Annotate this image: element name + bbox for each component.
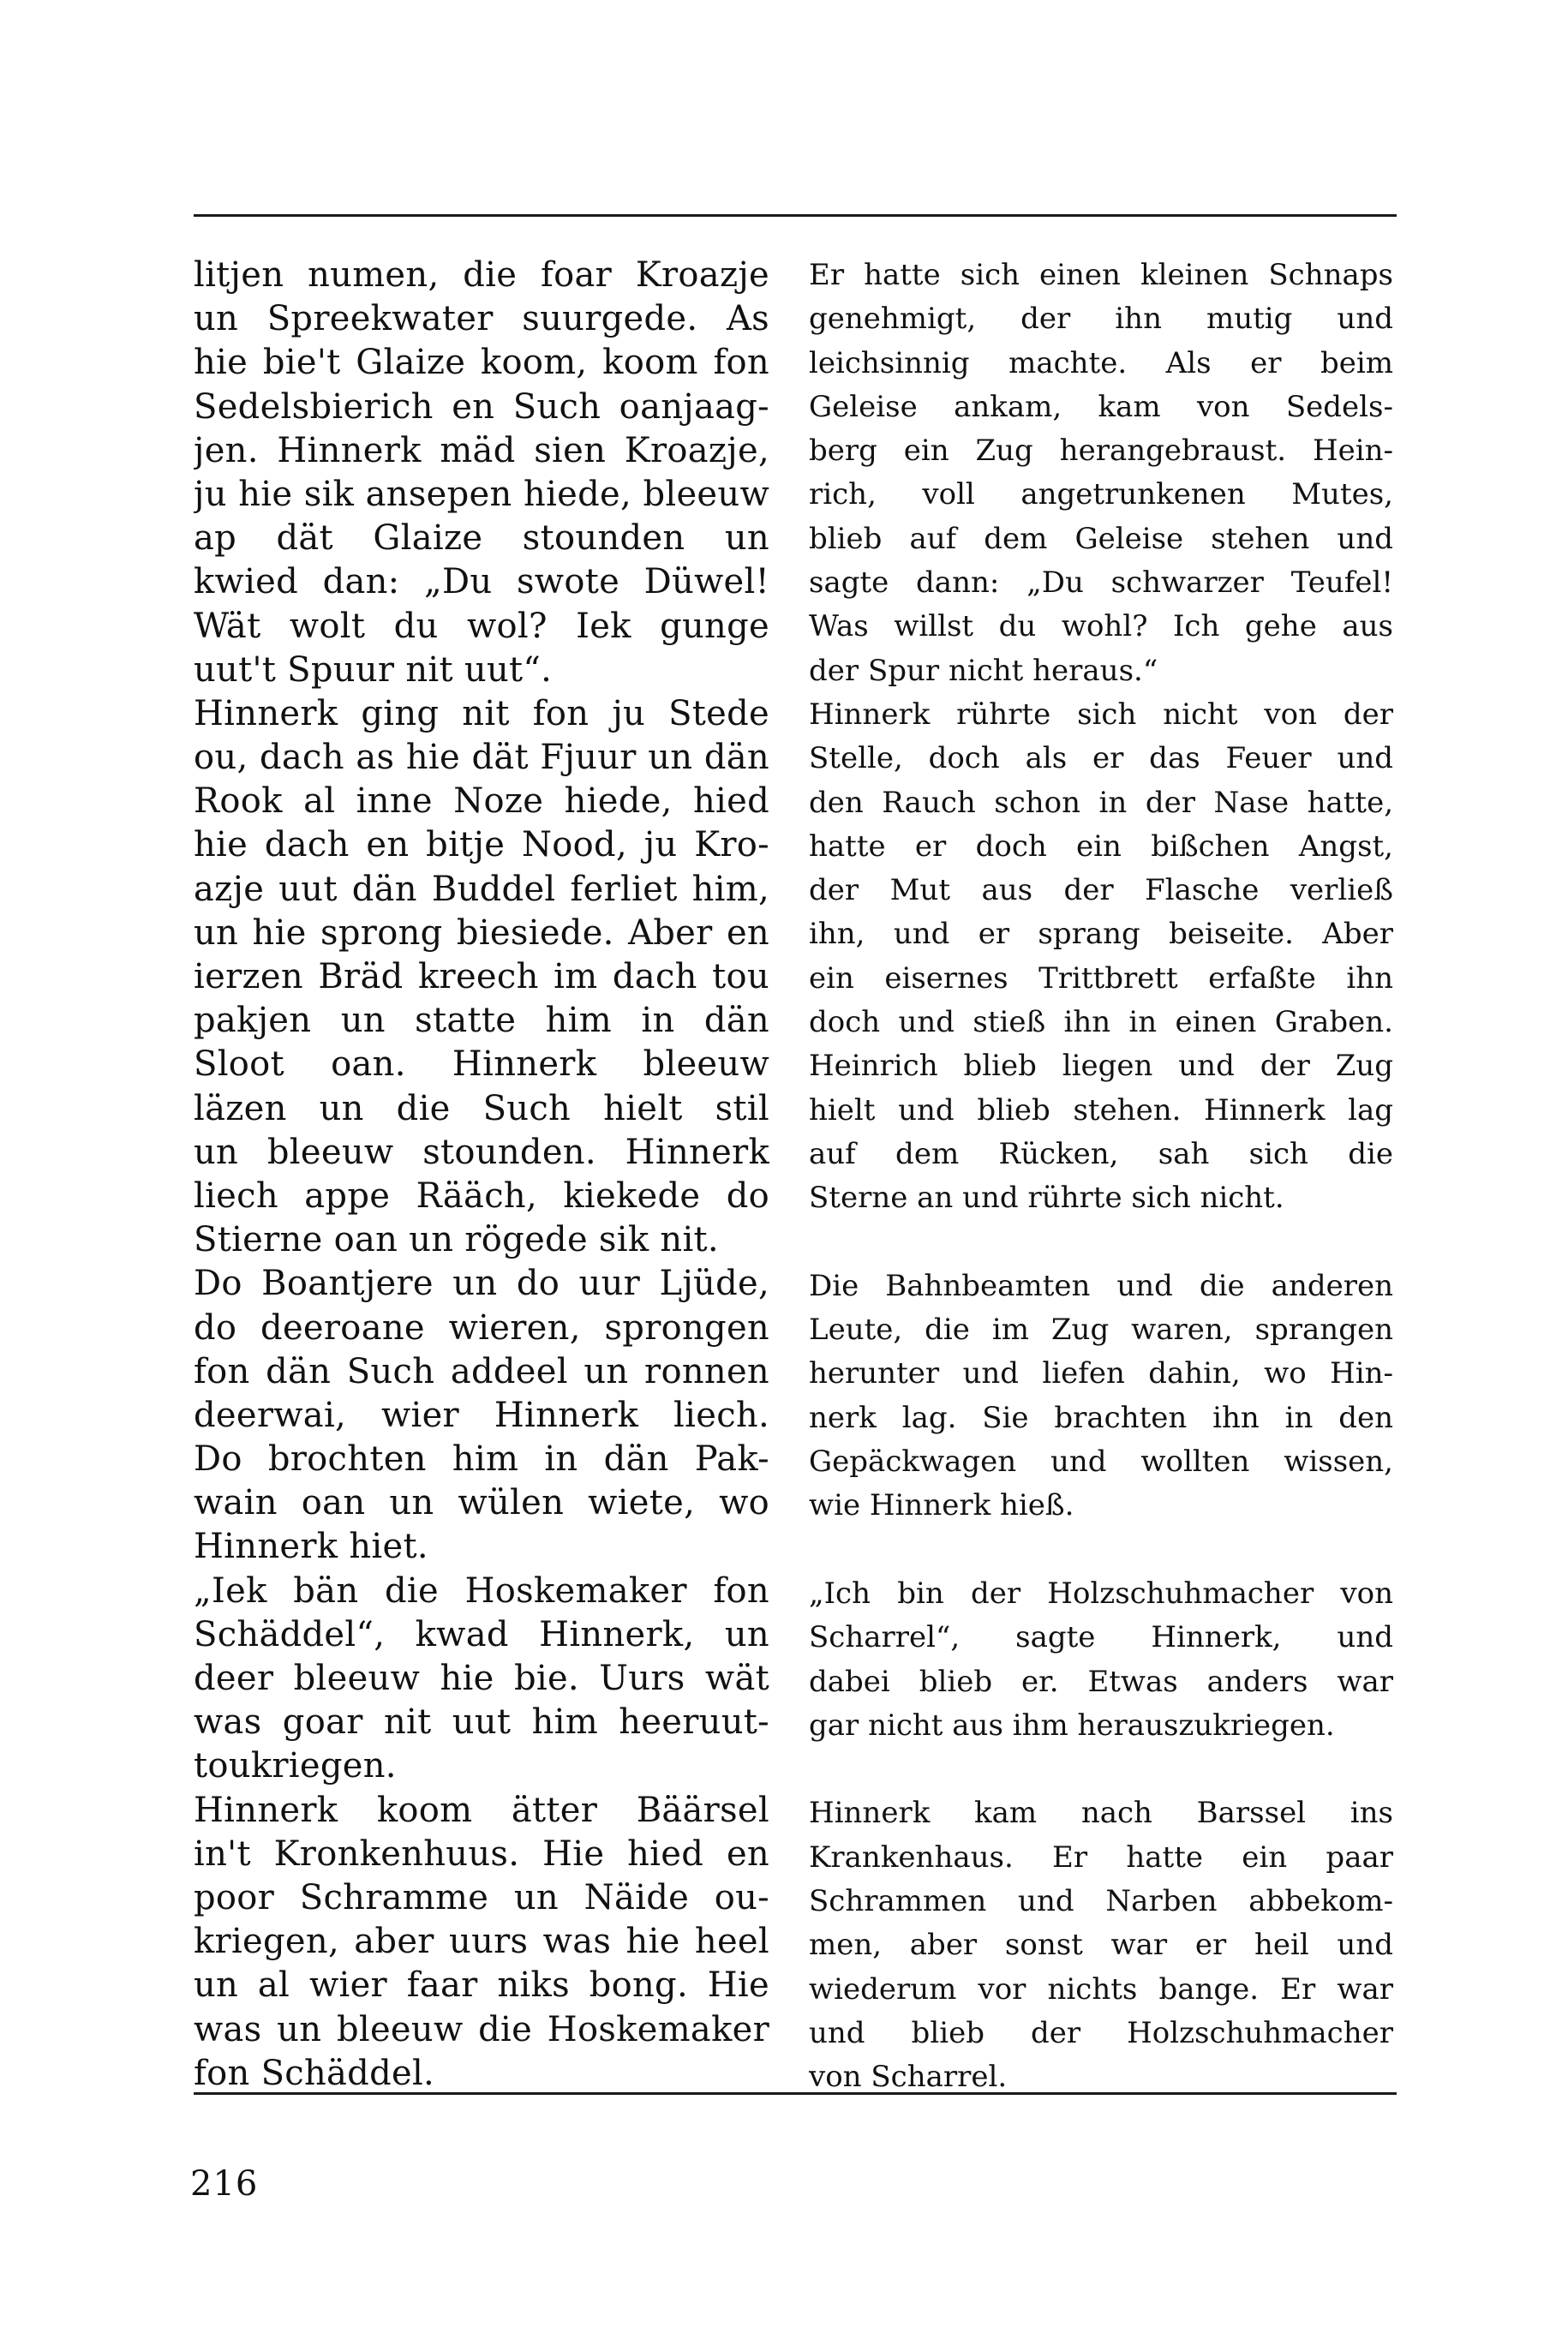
- text-line: toukriegen.: [194, 1746, 397, 1786]
- text-line: und blieb der Holzschuhmacher: [809, 2015, 1393, 2050]
- text-line: berg ein Zug herangebraust. Hein-: [809, 434, 1393, 469]
- text-line: ein eisernes Trittbrett erfaßte ihn: [809, 960, 1393, 996]
- text-line: kwied dan: „Du swote Düwel!: [194, 562, 769, 602]
- top-rule: [194, 214, 1397, 217]
- text-line: dabei blieb er. Etwas anders war: [809, 1664, 1393, 1699]
- text-line: Sedelsbierich en Such oanjaag-: [194, 386, 769, 427]
- text-line: un Spreekwater suurgede. As: [194, 299, 769, 339]
- paragraph-gap: [809, 1221, 1393, 1265]
- german-translation-column: [809, 254, 1393, 2099]
- text-line: Hinnerk koom ätter Bäärsel: [194, 1790, 769, 1830]
- text-line: Geleise ankam, kam von Sedels-: [809, 389, 1393, 424]
- text-line: auf dem Rücken, sah sich die: [809, 1136, 1393, 1171]
- text-line: Hinnerk rührte sich nicht von der: [809, 697, 1393, 732]
- text-line: Stierne oan un rögede sik nit.: [194, 1220, 719, 1260]
- text-line: Er hatte sich einen kleinen Schnaps: [809, 258, 1393, 292]
- text-line: Sloot oan. Hinnerk bleeuw: [194, 1044, 769, 1085]
- text-line: jen. Hinnerk mäd sien Kroazje,: [194, 430, 769, 470]
- text-line: was un bleeuw die Hoskemaker: [194, 2009, 769, 2049]
- text-line: Stelle, doch als er das Feuer und: [809, 741, 1393, 776]
- text-line: läzen un die Such hielt stil: [194, 1088, 769, 1128]
- text-line: hatte er doch ein bißchen Angst,: [809, 829, 1393, 864]
- text-line: Wät wolt du wol? Iek gunge: [194, 606, 769, 646]
- text-line: ierzen Bräd kreech im dach tou: [194, 957, 769, 996]
- text-line: Schrammen und Narben abbekom-: [809, 1883, 1393, 1918]
- text-line: nerk lag. Sie brachten ihn in den: [809, 1400, 1393, 1435]
- bottom-rule: [194, 2092, 1397, 2095]
- text-line: hie dach en bitje Nood, ju Kro-: [194, 825, 769, 865]
- text-line: azje uut dän Buddel ferliet him,: [194, 869, 769, 909]
- text-line: wain oan un wülen wiete, wo: [194, 1483, 769, 1523]
- text-line: herunter und liefen dahin, wo Hin-: [809, 1356, 1393, 1391]
- text-line: Krankenhaus. Er hatte ein paar: [809, 1839, 1393, 1875]
- text-line: Was willst du wohl? Ich gehe aus: [809, 609, 1393, 644]
- text-line: Sterne an und rührte sich nicht.: [809, 1181, 1284, 1216]
- text-line: Hinnerk hiet.: [194, 1527, 428, 1567]
- text-line: Leute, die im Zug waren, sprangen: [809, 1313, 1393, 1348]
- text-line: in't Kronkenhuus. Hie hied en: [194, 1833, 769, 1874]
- text-line: ju hie sik ansepen hiede, bleeuw: [194, 474, 769, 514]
- text-line: doch und stieß ihn in einen Graben.: [809, 1005, 1393, 1040]
- text-line: Schäddel“, kwad Hinnerk, un: [194, 1614, 769, 1654]
- text-line: „Ich bin der Holzschuhmacher von: [809, 1576, 1393, 1611]
- text-line: kriegen, aber uurs was hie heel: [194, 1922, 769, 1962]
- text-line: Rook al inne Noze hiede, hied: [194, 781, 769, 822]
- text-line: genehmigt, der ihn mutig und: [809, 302, 1393, 337]
- text-line: blieb auf dem Geleise stehen und: [809, 521, 1393, 556]
- text-line: Heinrich blieb liegen und der Zug: [809, 1049, 1393, 1084]
- text-line: was goar nit uut him heeruut-: [194, 1702, 769, 1743]
- text-line: do deeroane wieren, sprongen: [194, 1307, 769, 1348]
- text-line: den Rauch schon in der Nase hatte,: [809, 785, 1393, 820]
- text-line: hie bie't Glaize koom, koom fon: [194, 343, 769, 383]
- text-line: Do brochten him in dän Pak-: [194, 1439, 769, 1480]
- text-line: un bleeuw stounden. Hinnerk: [194, 1132, 769, 1172]
- text-line: sagte dann: „Du schwarzer Teufel!: [809, 565, 1393, 601]
- paragraph-gap: [809, 1528, 1393, 1572]
- paragraph-gap: [809, 1748, 1393, 1792]
- text-line: der Spur nicht heraus.“: [809, 653, 1158, 688]
- text-line: gar nicht aus ihm herauszukriegen.: [809, 1708, 1335, 1743]
- text-line: men, aber sonst war er heil und: [809, 1928, 1393, 1963]
- text-line: un hie sprong biesiede. Aber en: [194, 912, 769, 953]
- text-line: poor Schramme un Näide ou-: [194, 1877, 769, 1917]
- text-line: Scharrel“, sagte Hinnerk, und: [809, 1620, 1393, 1655]
- text-line: hielt und blieb stehen. Hinnerk lag: [809, 1092, 1393, 1128]
- text-line: fon Schäddel.: [194, 2053, 435, 2093]
- text-line: pakjen un statte him in dän: [194, 1001, 769, 1041]
- text-line: deer bleeuw hie bie. Uurs wät: [194, 1659, 769, 1698]
- page-number: 216: [190, 2164, 259, 2204]
- text-line: litjen numen, die foar Kroazje: [194, 255, 769, 295]
- text-line: ihn, und er sprang beiseite. Aber: [809, 917, 1393, 952]
- text-line: liech appe Rääch, kiekede do: [194, 1175, 769, 1216]
- text-line: Hinnerk ging nit fon ju Stede: [194, 693, 769, 733]
- text-line: rich, voll angetrunkenen Mutes,: [809, 477, 1393, 512]
- text-line: „Iek bän die Hoskemaker fon: [194, 1570, 769, 1611]
- text-line: Die Bahnbeamten und die anderen: [809, 1268, 1393, 1303]
- text-line: deerwai, wier Hinnerk liech.: [194, 1395, 769, 1435]
- text-line: wiederum vor nichts bange. Er war: [809, 1971, 1393, 2007]
- text-line: fon dän Such addeel un ronnen: [194, 1351, 769, 1391]
- text-line: Gepäckwagen und wollten wissen,: [809, 1445, 1393, 1480]
- text-line: uut't Spuur nit uut“.: [194, 649, 553, 690]
- text-line: un al wier faar niks bong. Hie: [194, 1965, 769, 2006]
- text-line: ap dät Glaize stounden un: [194, 518, 769, 559]
- platt-text-column: [194, 254, 769, 2096]
- text-line: von Scharrel.: [809, 2060, 1008, 2095]
- text-line: Hinnerk kam nach Barssel ins: [809, 1796, 1393, 1831]
- text-line: leichsinnig machte. Als er beim: [809, 345, 1393, 380]
- text-line: der Mut aus der Flasche verließ: [809, 873, 1393, 908]
- text-line: Do Boantjere un do uur Ljüde,: [194, 1264, 769, 1304]
- text-line: wie Hinnerk hieß.: [809, 1488, 1074, 1523]
- text-line: ou, dach as hie dät Fjuur un dän: [194, 738, 769, 778]
